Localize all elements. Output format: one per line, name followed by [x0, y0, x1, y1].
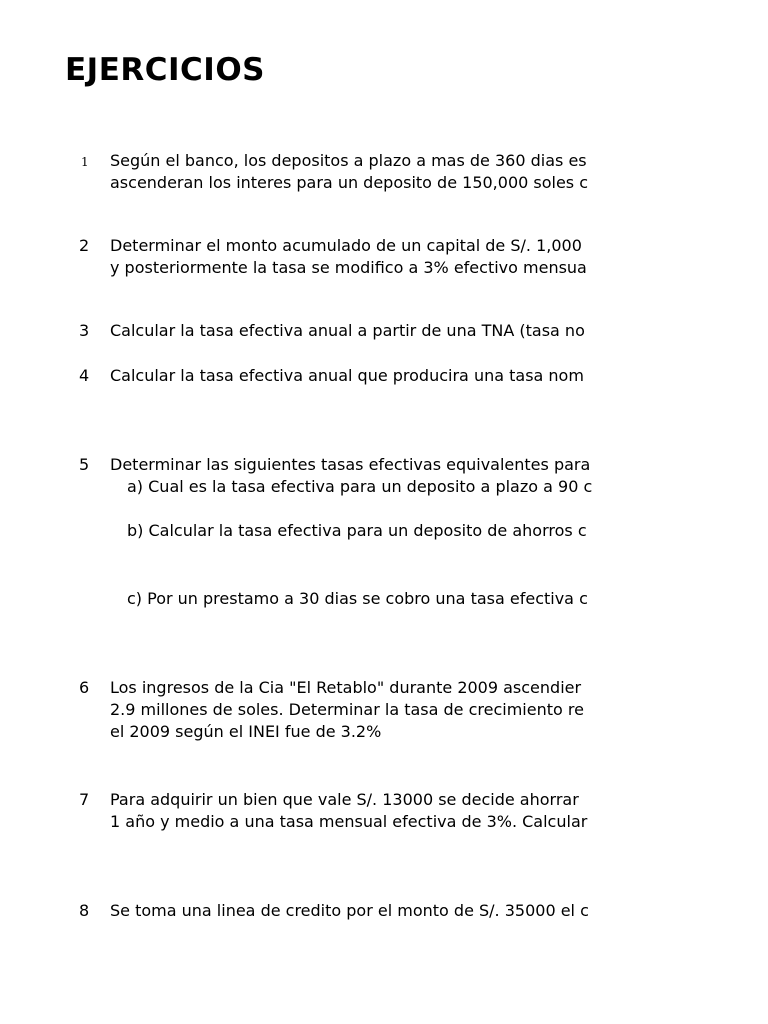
exercise-text-line: Determinar el monto acumulado de un capital de S/. 1,000: [110, 236, 582, 255]
exercise-subitem-a: a) Cual es la tasa efectiva para un deposito a plazo a 90 c: [127, 477, 593, 496]
exercise-text-line: y posteriormente la tasa se modifico a 3% efectivo mensua: [110, 258, 587, 277]
exercise-text-line: el 2009 según el INEI fue de 3.2%: [110, 722, 382, 741]
exercise-number: 7: [79, 790, 90, 809]
exercise-text-line: Según el banco, los depositos a plazo a mas de 360 dias es: [110, 151, 587, 170]
exercise-text-line: Calcular la tasa efectiva anual a partir de una TNA (tasa no: [110, 321, 585, 340]
page-title: EJERCICIOS: [65, 52, 266, 88]
exercise-number: 8: [79, 901, 90, 920]
exercise-subitem-c: c) Por un prestamo a 30 dias se cobro una tasa efectiva c: [127, 589, 588, 608]
exercise-text-line: ascenderan los interes para un deposito de 150,000 soles c: [110, 173, 589, 192]
exercise-subitem-b: b) Calcular la tasa efectiva para un deposito de ahorros c: [127, 521, 587, 540]
exercise-number: 3: [79, 321, 90, 340]
exercise-number: 5: [79, 455, 90, 474]
exercise-text-line: Determinar las siguientes tasas efectivas equivalentes para: [110, 455, 591, 474]
exercise-text-line: Calcular la tasa efectiva anual que producira una tasa nom: [110, 366, 584, 385]
exercise-number: 4: [79, 366, 90, 385]
exercise-number: 6: [79, 678, 90, 697]
exercise-text-line: Se toma una linea de credito por el monto de S/. 35000 el c: [110, 901, 589, 920]
exercise-text-line: Los ingresos de la Cia "El Retablo" durante 2009 ascendier: [110, 678, 582, 697]
exercise-text-line: 2.9 millones de soles. Determinar la tasa de crecimiento re: [110, 700, 584, 719]
exercise-text-line: Para adquirir un bien que vale S/. 13000 se decide ahorrar: [110, 790, 579, 809]
exercise-text-line: 1 año y medio a una tasa mensual efectiva de 3%. Calcular: [110, 812, 588, 831]
exercise-number: 1: [81, 155, 89, 169]
exercise-number: 2: [79, 236, 90, 255]
